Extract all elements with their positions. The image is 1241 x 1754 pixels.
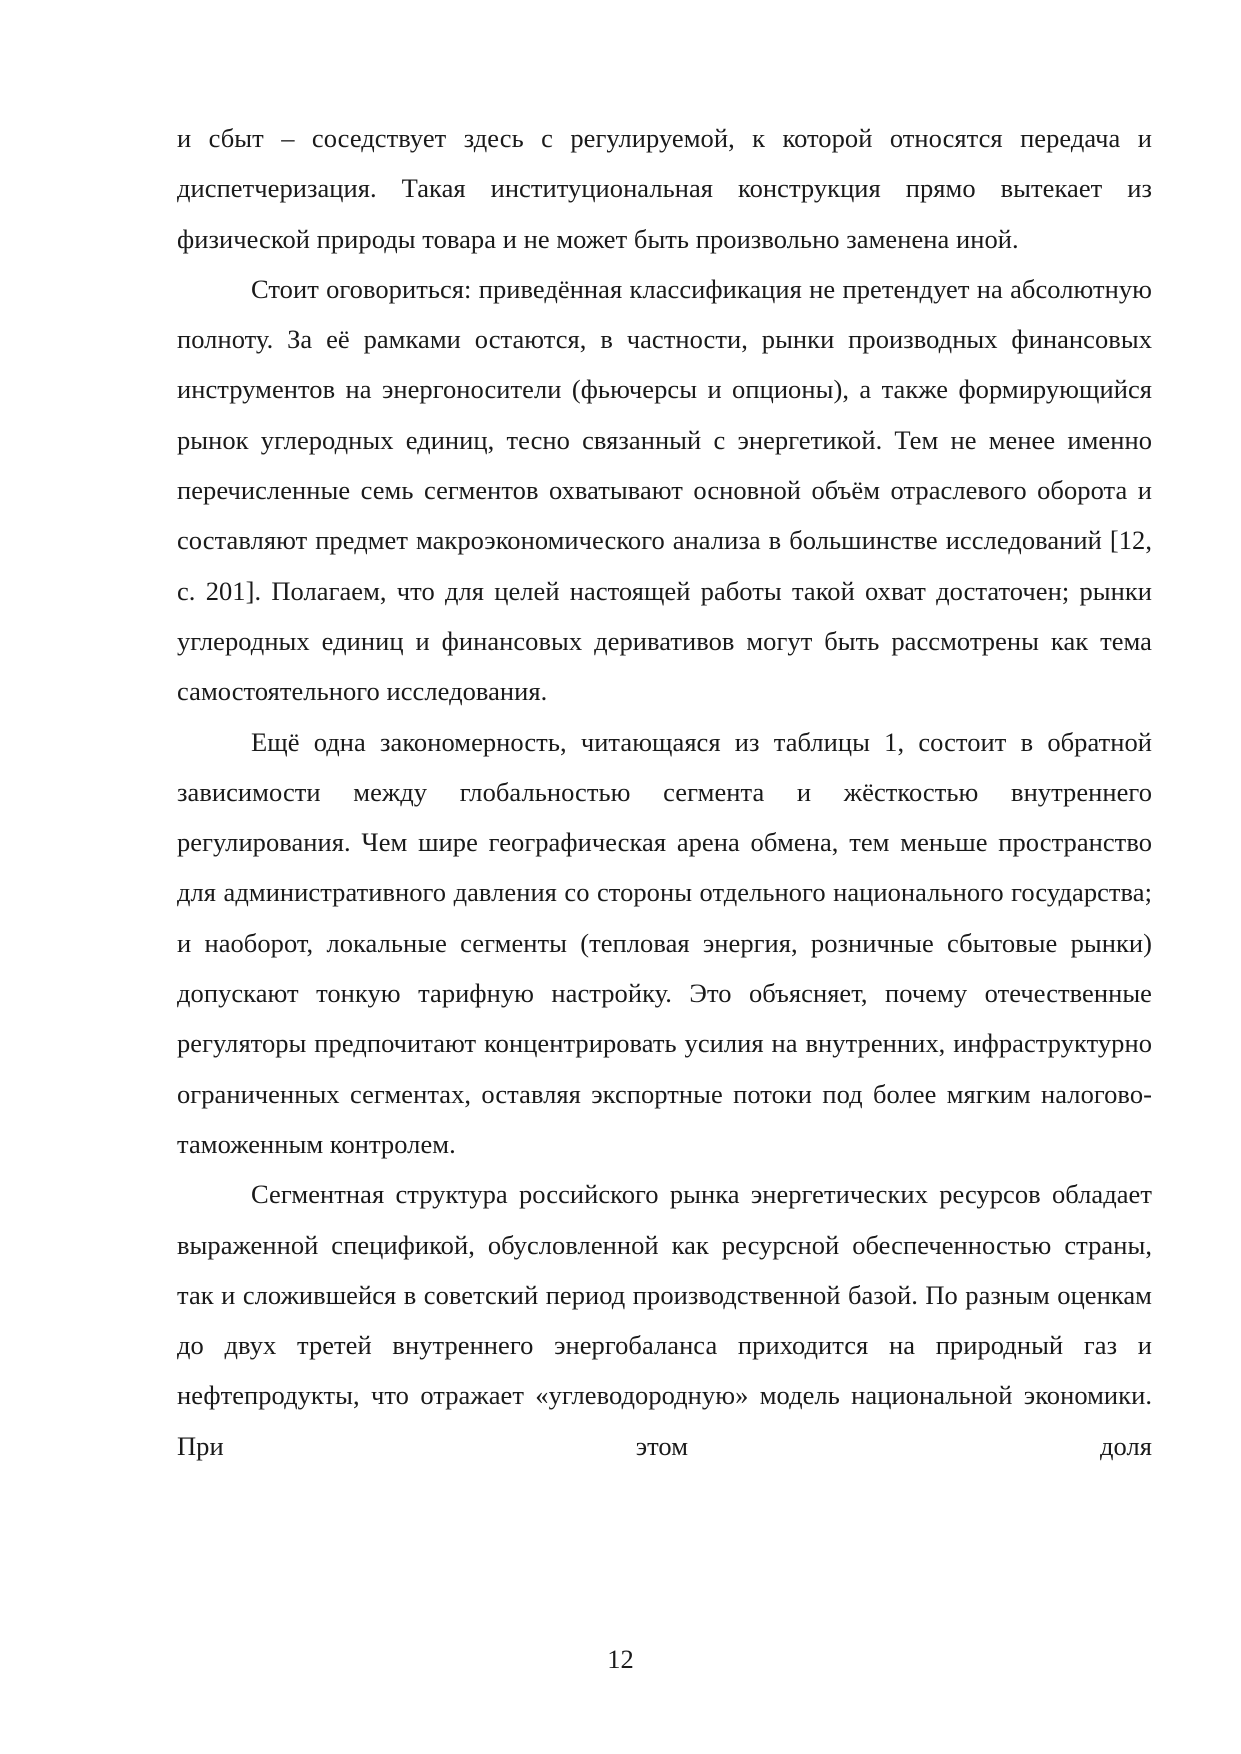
paragraph-regulation-pattern: Ещё одна закономерность, читающаяся из таблицы 1, состоит в обратной зависимости между глобальностью сегмента и жёсткостью внутреннего регулирования. Чем шире географическая арена обмена, тем меньше пространство для административного давления со стороны отдельного национального государства; и наоборот, локальные сегменты (тепловая энергия, розничные сбытовые рынки) допускают тонкую тарифную настройку. Это объясняет, почему отечественные регуляторы предпочитают концентрировать усилия на внутренних, инфраструктурно ограниченных сегментах, оставляя экспортные потоки под более мягким налогово-таможенным контролем. [177,726,1152,1159]
paragraph-classification-note: Стоит оговориться: приведённая классификация не претендует на абсолютную полноту. За её рамками остаются, в частности, рынки производных финансовых инструментов на энергоносители (фьючерсы и опционы), а также формирующийся рынок углеродных единиц, тесно связанный с энергетикой. Тем не менее именно перечисленные семь сегментов охватывают основной объём отраслевого оборота и составляют предмет макроэкономического анализа в большинстве исследований [12, с. 201]. Полагаем, что для целей настоящей работы такой охват достаточен; рынки углеродных единиц и финансовых деривативов могут быть рассмотрены как тема самостоятельного исследования. [177,273,1152,707]
page-number: 12 [607,1644,634,1674]
body-text [177,113,1152,1471]
paragraph-segment-structure: Сегментная структура российского рынка энергетических ресурсов обладает выраженной спецификой, обусловленной как ресурсной обеспеченностью страны, так и сложившейся в советский период производственной базой. По разным оценкам до двух третей внутреннего энергобаланса приходится на природный газ и нефтепродукты, что отражает «углеводородную» модель национальной экономики. При этом доля [177,1179,1152,1461]
paragraph-continuation: и сбыт – соседствует здесь с регулируемой, к которой относятся передача и диспетчеризация. Такая институциональная конструкция прямо вытекает из физической природы товара и не может быть произвольно заменена иной. [177,123,1152,254]
